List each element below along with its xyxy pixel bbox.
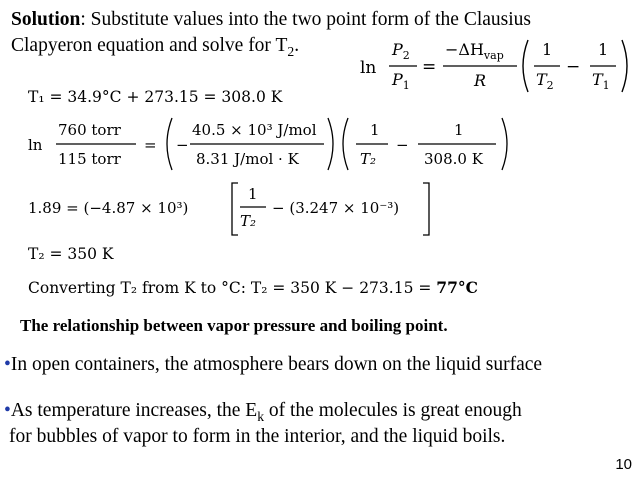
s2-paren-a-left [167, 118, 172, 170]
bullet-2-subscript: k [257, 408, 265, 424]
bullet-2-text-end: of the molecules is great enough [264, 400, 522, 421]
convert-text: Converting T₂ from K to °C: T₂ = 350 K − 273.15 = [28, 279, 437, 297]
bullet-2-line-2: for bubbles of vapor to form in the interior, and the liquid boils. [9, 426, 506, 447]
bullet-open-containers [4, 352, 542, 378]
step-convert [28, 278, 478, 297]
s3-num: 1 [248, 185, 258, 203]
eq-left-paren [523, 40, 528, 92]
eq-right-paren [622, 40, 627, 92]
s3-den: T₂ [240, 212, 257, 230]
eq-minus: − [566, 57, 581, 77]
eq-ln: ln [360, 58, 377, 78]
step-t1: T₁ = 34.9°C + 273.15 = 308.0 K [28, 88, 283, 106]
step-ln-equation [26, 114, 526, 176]
page-number: 10 [615, 456, 632, 473]
bullet-1-text: In open containers, the atmosphere bears down on the liquid surface [10, 354, 543, 375]
s3-bracket-left [232, 183, 238, 235]
eq-one-a: 1 [542, 40, 553, 59]
s2-b-den: T₂ [360, 150, 377, 168]
eq-equals: = [422, 57, 437, 77]
eq-r: R [474, 71, 487, 90]
solution-label: Solution [11, 9, 81, 30]
s2-equals: = [144, 136, 157, 154]
intro-line-2: Clapyeron equation and solve for T [11, 35, 288, 56]
intro-line-2-end: . [294, 35, 300, 56]
s3-left: 1.89 = (−4.87 × 10³) [28, 199, 189, 217]
s2-paren-c-right [502, 118, 507, 170]
intro-line-1: : Substitute values into the two point form of the Clausius [80, 9, 532, 30]
s2-minus-sign: − [176, 136, 189, 154]
s3-bracket-right [423, 183, 429, 235]
eq-delta-h: $-\Delta H_{vap}$ [445, 40, 504, 62]
s3-right: − (3.247 × 10⁻³) [272, 199, 400, 217]
s2-c-den: 308.0 K [424, 150, 483, 168]
s2-a-den: 8.31 J/mol · K [196, 150, 299, 168]
s2-den: 115 torr [58, 150, 121, 168]
intro-line-2-subscript: 2 [287, 43, 295, 59]
eq-t2: $T_2$ [536, 70, 554, 92]
s2-ln: ln [28, 136, 43, 154]
s2-a-num: 40.5 × 10³ J/mol [192, 121, 317, 139]
bullet-dot: • [4, 354, 11, 375]
eq-one-b: 1 [598, 40, 609, 59]
eq-p1: $P_1$ [392, 70, 410, 92]
step-bracket-equation [26, 180, 446, 238]
eq-t1: $T_1$ [592, 70, 610, 92]
section-heading: The relationship between vapor pressure and boiling point. [20, 316, 448, 335]
bullet-dot: • [4, 400, 11, 421]
convert-result: 77°C [436, 278, 478, 297]
s2-paren-b-left [343, 118, 348, 170]
bullet-2-text-start: As temperature increases, the E [10, 400, 258, 421]
s2-num: 760 torr [58, 121, 121, 139]
s2-minus: − [396, 136, 409, 154]
s2-paren-a-right [328, 118, 333, 170]
eq-p2: $P_2$ [392, 40, 410, 62]
bullet-temperature [4, 398, 522, 450]
clausius-clapeyron-equation [358, 32, 638, 98]
step-t2: T₂ = 350 K [28, 245, 114, 263]
s2-b-num: 1 [370, 121, 380, 139]
s2-c-num: 1 [454, 121, 464, 139]
